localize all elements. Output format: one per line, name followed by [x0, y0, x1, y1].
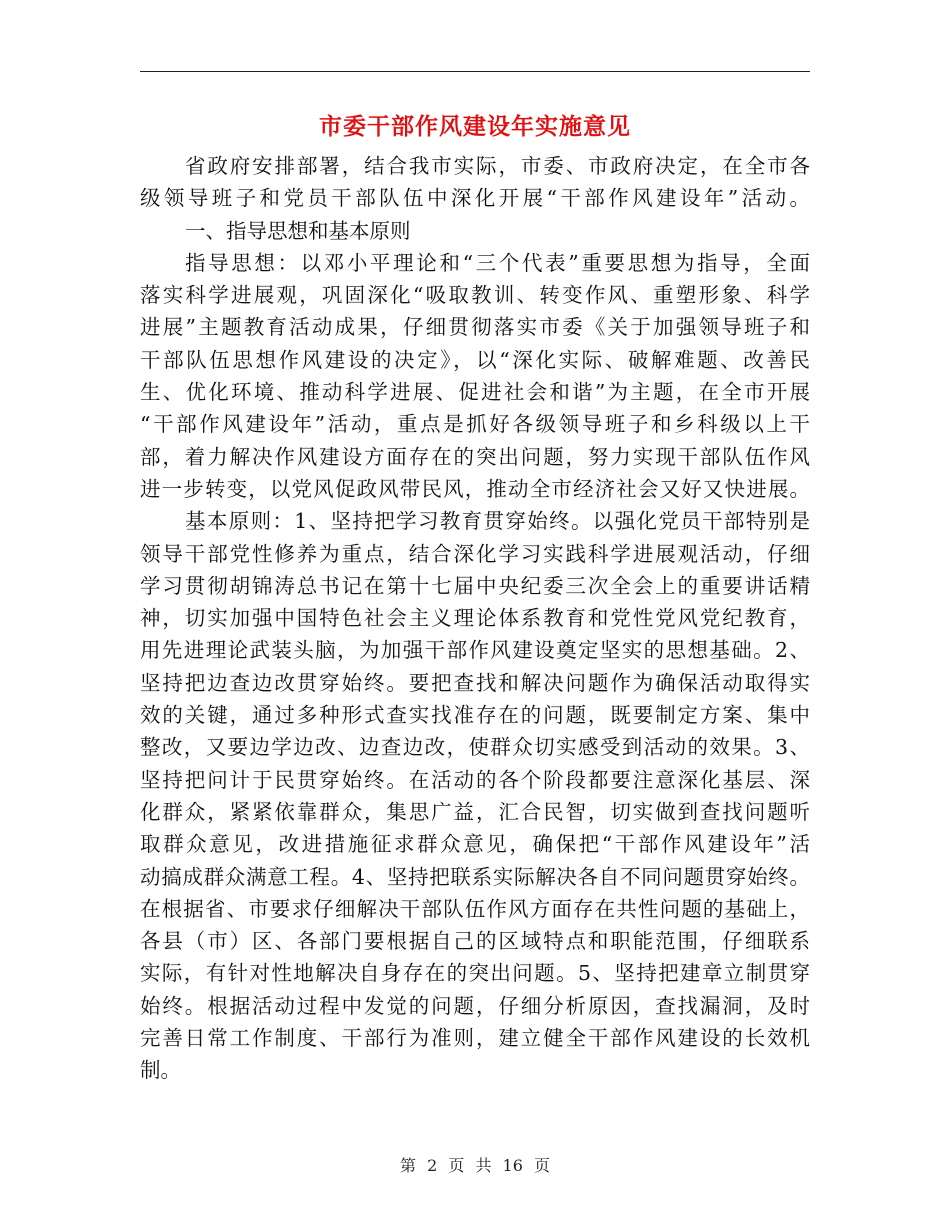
text-line: 效的关键，通过多种形式查实找准存在的问题，既要制定方案、集中	[140, 703, 810, 728]
text-line: 进一步转变，以党风促政风带民风，推动全市经济社会又好又快进展。	[140, 476, 810, 501]
text-line: 动搞成群众满意工程。4、坚持把联系实际解决各自不同问题贯穿始终。	[140, 864, 810, 889]
text-line: 用先进理论武装头脑，为加强干部作风建设奠定坚实的思想基础。2、	[140, 638, 810, 663]
document-title: 市委干部作风建设年实施意见	[319, 113, 631, 140]
text-line: 各县（市）区、各部门要根据自己的区域特点和职能范围，仔细联系	[140, 929, 810, 954]
page-number: 第 2 页 共 16 页	[400, 1156, 550, 1175]
text-line: “干部作风建设年”活动，重点是抓好各级领导班子和乡科级以上干	[140, 412, 810, 437]
text-line: 部，着力解决作风建设方面存在的突出问题，努力实现干部队伍作风	[140, 444, 810, 469]
text-line: 级领导班子和党员干部队伍中深化开展“干部作风建设年”活动。	[140, 186, 810, 211]
text-line: 学习贯彻胡锦涛总书记在第十七届中央纪委三次全会上的重要讲话精	[140, 573, 810, 598]
text-line: 领导干部党性修养为重点，结合深化学习实践科学进展观活动，仔细	[140, 541, 810, 566]
text-line: 化群众，紧紧依靠群众，集思广益，汇合民智，切实做到查找问题听	[140, 799, 810, 824]
text-line: 干部队伍思想作风建设的决定》，以“深化实际、破解难题、改善民	[140, 347, 810, 372]
header-rule	[140, 71, 810, 72]
text-line: 整改，又要边学边改、边查边改，使群众切实感受到活动的效果。3、	[140, 735, 810, 760]
text-line: 省政府安排部署，结合我市实际，市委、市政府决定，在全市各	[185, 154, 810, 178]
text-line: 完善日常工作制度、干部行为准则，建立健全干部作风建设的长效机	[140, 1026, 810, 1051]
text-line: 生、优化环境、推动科学进展、促进社会和谐”为主题，在全市开展	[140, 380, 810, 405]
text-line: 落实科学进展观，巩固深化“吸取教训、转变作风、重塑形象、科学	[140, 283, 810, 308]
text-line: 坚持把问计于民贯穿始终。在活动的各个阶段都要注意深化基层、深	[140, 767, 810, 792]
text-line: 实际，有针对性地解决自身存在的突出问题。5、坚持把建章立制贯穿	[140, 961, 810, 986]
document-body	[140, 150, 810, 1087]
text-line: 指导思想：以邓小平理论和“三个代表”重要思想为指导，全面	[185, 250, 810, 275]
text-line: 坚持把边查边改贯穿始终。要把查找和解决问题作为确保活动取得实	[140, 670, 810, 695]
text-line: 制。	[140, 1058, 181, 1083]
text-line: 一、指导思想和基本原则	[185, 218, 411, 243]
text-line: 取群众意见，改进措施征求群众意见，确保把“干部作风建设年”活	[140, 832, 810, 857]
text-line: 进展”主题教育活动成果，仔细贯彻落实市委《关于加强领导班子和	[140, 315, 810, 340]
text-line: 在根据省、市要求仔细解决干部队伍作风方面存在共性问题的基础上，	[140, 896, 810, 921]
text-line: 神，切实加强中国特色社会主义理论体系教育和党性党风党纪教育，	[140, 606, 810, 631]
text-line: 始终。根据活动过程中发觉的问题，仔细分析原因，查找漏洞，及时	[140, 993, 810, 1018]
text-line: 基本原则：1、坚持把学习教育贯穿始终。以强化党员干部特别是	[185, 509, 810, 534]
